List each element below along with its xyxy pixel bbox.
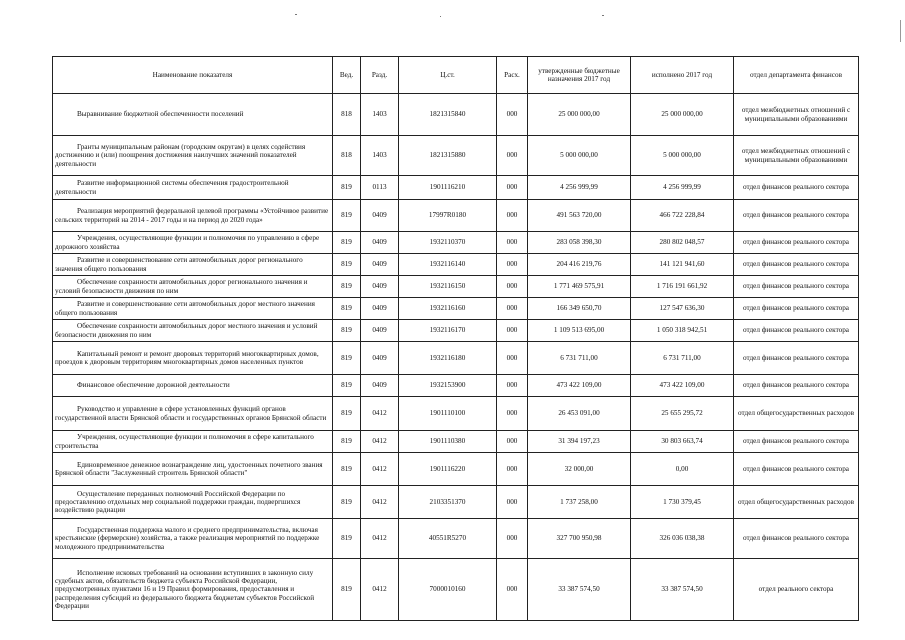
scan-edge-mark — [900, 20, 901, 42]
row-cst: 1901116220 — [399, 453, 497, 486]
row-executed: 473 422 109,00 — [631, 375, 734, 397]
header-approved: утвержденные бюджетные назначения 2017 год — [528, 57, 631, 94]
row-executed: 30 803 663,74 — [631, 431, 734, 453]
row-department: отдел финансов реального сектора — [734, 254, 859, 276]
row-razd: 0409 — [361, 254, 399, 276]
row-ved: 819 — [333, 254, 361, 276]
table-header-row — [53, 57, 859, 94]
row-razd: 0412 — [361, 431, 399, 453]
row-approved: 1 771 469 575,91 — [528, 276, 631, 298]
row-razd: 0409 — [361, 200, 399, 232]
header-name: Наименование показателя — [53, 57, 333, 94]
row-cst: 1901110100 — [399, 397, 497, 431]
row-name: Развитие информационной системы обеспечения градостроительной деятельности — [53, 176, 333, 200]
row-approved: 4 256 999,99 — [528, 176, 631, 200]
row-department: отдел реального сектора — [734, 559, 859, 621]
row-executed: 141 121 941,60 — [631, 254, 734, 276]
scan-speck — [440, 16, 441, 17]
row-name: Выравнивание бюджетной обеспеченности поселений — [53, 94, 333, 136]
row-executed: 25 000 000,00 — [631, 94, 734, 136]
row-name: Учреждения, осуществляющие функции и полномочия в сфере капитального строительства — [53, 431, 333, 453]
row-razd: 1403 — [361, 136, 399, 176]
row-department: отдел финансов реального сектора — [734, 342, 859, 375]
row-razd: 0409 — [361, 298, 399, 320]
row-executed: 33 387 574,50 — [631, 559, 734, 621]
row-name: Учреждения, осуществляющие функции и полномочия по управлению в сфере дорожного хозяйства — [53, 232, 333, 254]
row-name: Единовременное денежное вознаграждение лиц, удостоенных почетного звания Брянской области "Заслуженный строитель Брянской области" — [53, 453, 333, 486]
row-ved: 818 — [333, 136, 361, 176]
header-rash: Расх. — [497, 57, 528, 94]
row-cst: 1932116150 — [399, 276, 497, 298]
row-rash: 000 — [497, 136, 528, 176]
row-ved: 819 — [333, 397, 361, 431]
row-department: отдел финансов реального сектора — [734, 453, 859, 486]
row-approved: 6 731 711,00 — [528, 342, 631, 375]
table-row — [53, 486, 859, 519]
row-rash: 000 — [497, 200, 528, 232]
row-cst: 1932110370 — [399, 232, 497, 254]
table-row — [53, 254, 859, 276]
row-cst: 1821315840 — [399, 94, 497, 136]
row-ved: 819 — [333, 276, 361, 298]
table-row — [53, 232, 859, 254]
row-name: Руководство и управление в сфере установленных функций органов государственной власти Брянской области и государственных органов Брянской области — [53, 397, 333, 431]
row-ved: 818 — [333, 94, 361, 136]
row-razd: 0412 — [361, 486, 399, 519]
row-rash: 000 — [497, 486, 528, 519]
row-razd: 0412 — [361, 453, 399, 486]
budget-execution-table — [52, 56, 859, 621]
table-row — [53, 431, 859, 453]
row-razd: 0412 — [361, 397, 399, 431]
row-razd: 0409 — [361, 320, 399, 342]
table-row — [53, 559, 859, 621]
row-approved: 31 394 197,23 — [528, 431, 631, 453]
row-rash: 000 — [497, 397, 528, 431]
row-cst: 1821315880 — [399, 136, 497, 176]
row-name: Исполнение исковых требований на основании вступивших в законную силу судебных актов, обязательств бюджета субъекта Российской Федерации, предусмотренных пунктами 16 и 19 Правил формирования, предоставления и распределения субсидий из федерального бюджета бюджетам субъектов Российской Федерации — [53, 559, 333, 621]
row-razd: 1403 — [361, 94, 399, 136]
row-rash: 000 — [497, 320, 528, 342]
row-razd: 0412 — [361, 519, 399, 559]
header-razd: Разд. — [361, 57, 399, 94]
table-row — [53, 176, 859, 200]
row-razd: 0412 — [361, 559, 399, 621]
row-executed: 0,00 — [631, 453, 734, 486]
row-cst: 1901116210 — [399, 176, 497, 200]
row-department: отдел общегосударственных расходов — [734, 486, 859, 519]
row-executed: 4 256 999,99 — [631, 176, 734, 200]
row-rash: 000 — [497, 431, 528, 453]
row-approved: 1 737 258,00 — [528, 486, 631, 519]
row-name: Развитие и совершенствование сети автомобильных дорог регионального значения общего пользования — [53, 254, 333, 276]
table-row — [53, 200, 859, 232]
row-cst: 1932153900 — [399, 375, 497, 397]
row-executed: 280 802 048,57 — [631, 232, 734, 254]
row-name: Обеспечение сохранности автомобильных дорог регионального значения и условий безопасности движения по ним — [53, 276, 333, 298]
row-name: Обеспечение сохранности автомобильных дорог местного значения и условий безопасности движения по ним — [53, 320, 333, 342]
row-department: отдел общегосударственных расходов — [734, 397, 859, 431]
row-executed: 25 655 295,72 — [631, 397, 734, 431]
table-row — [53, 453, 859, 486]
row-ved: 819 — [333, 519, 361, 559]
row-department: отдел межбюджетных отношений с муниципальными образованиями — [734, 94, 859, 136]
row-razd: 0409 — [361, 375, 399, 397]
row-ved: 819 — [333, 431, 361, 453]
row-ved: 819 — [333, 200, 361, 232]
row-ved: 819 — [333, 486, 361, 519]
row-approved: 1 109 513 695,00 — [528, 320, 631, 342]
row-cst: 40551R5270 — [399, 519, 497, 559]
row-approved: 32 000,00 — [528, 453, 631, 486]
scan-speck — [602, 15, 604, 16]
row-executed: 466 722 228,84 — [631, 200, 734, 232]
row-rash: 000 — [497, 176, 528, 200]
row-ved: 819 — [333, 232, 361, 254]
row-executed: 6 731 711,00 — [631, 342, 734, 375]
row-approved: 25 000 000,00 — [528, 94, 631, 136]
row-approved: 204 416 219,76 — [528, 254, 631, 276]
row-name: Осуществление переданных полномочий Российской Федерации по предоставлению отдельных мер социальной поддержки граждан, подвергшихся воздействию радиации — [53, 486, 333, 519]
row-ved: 819 — [333, 559, 361, 621]
row-cst: 1901110380 — [399, 431, 497, 453]
row-razd: 0409 — [361, 342, 399, 375]
row-cst: 17997R0180 — [399, 200, 497, 232]
table-row — [53, 375, 859, 397]
row-razd: 0409 — [361, 276, 399, 298]
row-rash: 000 — [497, 298, 528, 320]
row-rash: 000 — [497, 453, 528, 486]
row-executed: 1 716 191 661,92 — [631, 276, 734, 298]
row-executed: 326 036 038,38 — [631, 519, 734, 559]
row-rash: 000 — [497, 232, 528, 254]
row-cst: 7000010160 — [399, 559, 497, 621]
row-rash: 000 — [497, 519, 528, 559]
row-executed: 1 050 318 942,51 — [631, 320, 734, 342]
row-rash: 000 — [497, 254, 528, 276]
row-department: отдел межбюджетных отношений с муниципальными образованиями — [734, 136, 859, 176]
row-approved: 5 000 000,00 — [528, 136, 631, 176]
table-row — [53, 397, 859, 431]
row-cst: 2103351370 — [399, 486, 497, 519]
table-row — [53, 519, 859, 559]
row-rash: 000 — [497, 276, 528, 298]
row-ved: 819 — [333, 176, 361, 200]
row-executed: 127 547 636,30 — [631, 298, 734, 320]
row-ved: 819 — [333, 320, 361, 342]
row-executed: 1 730 379,45 — [631, 486, 734, 519]
row-department: отдел финансов реального сектора — [734, 320, 859, 342]
row-rash: 000 — [497, 342, 528, 375]
table-row — [53, 136, 859, 176]
header-cst: Ц.ст. — [399, 57, 497, 94]
row-ved: 819 — [333, 342, 361, 375]
row-approved: 283 058 398,30 — [528, 232, 631, 254]
header-executed: исполнено 2017 год — [631, 57, 734, 94]
row-department: отдел финансов реального сектора — [734, 375, 859, 397]
row-rash: 000 — [497, 94, 528, 136]
table-row — [53, 298, 859, 320]
row-name: Финансовое обеспечение дорожной деятельности — [53, 375, 333, 397]
row-name: Развитие и совершенствование сети автомобильных дорог местного значения общего пользования — [53, 298, 333, 320]
table-row — [53, 94, 859, 136]
row-approved: 491 563 720,00 — [528, 200, 631, 232]
header-ved: Вед. — [333, 57, 361, 94]
row-department: отдел финансов реального сектора — [734, 298, 859, 320]
row-executed: 5 000 000,00 — [631, 136, 734, 176]
row-rash: 000 — [497, 375, 528, 397]
row-cst: 1932116140 — [399, 254, 497, 276]
row-razd: 0409 — [361, 232, 399, 254]
header-department: отдел департамента финансов — [734, 57, 859, 94]
row-approved: 327 700 950,98 — [528, 519, 631, 559]
row-razd: 0113 — [361, 176, 399, 200]
row-approved: 26 453 091,00 — [528, 397, 631, 431]
row-name: Гранты муниципальным районам (городским округам) в целях содействия достижению и (или) поощрения достижения наилучших значений показателей деятельности — [53, 136, 333, 176]
scan-speck — [295, 14, 297, 15]
row-department: отдел финансов реального сектора — [734, 232, 859, 254]
table-body — [53, 94, 859, 621]
row-department: отдел финансов реального сектора — [734, 200, 859, 232]
row-cst: 1932116160 — [399, 298, 497, 320]
row-name: Государственная поддержка малого и среднего предпринимательства, включая крестьянские (фермерские) хозяйства, а также реализация мероприятий по поддержке молодежного предпринимательства — [53, 519, 333, 559]
row-cst: 1932116170 — [399, 320, 497, 342]
table-row — [53, 320, 859, 342]
row-approved: 166 349 650,70 — [528, 298, 631, 320]
row-approved: 33 387 574,50 — [528, 559, 631, 621]
table-row — [53, 276, 859, 298]
row-rash: 000 — [497, 559, 528, 621]
row-name: Реализация мероприятий федеральной целевой программы «Устойчивое развитие сельских территорий на 2014 - 2017 годы и на период до 2020 года» — [53, 200, 333, 232]
row-name: Капитальный ремонт и ремонт дворовых территорий многоквартирных домов, проездов к дворовым территориям многоквартирных домов населенных пунктов — [53, 342, 333, 375]
row-department: отдел финансов реального сектора — [734, 276, 859, 298]
row-department: отдел финансов реального сектора — [734, 176, 859, 200]
row-department: отдел финансов реального сектора — [734, 519, 859, 559]
table-row — [53, 342, 859, 375]
row-approved: 473 422 109,00 — [528, 375, 631, 397]
row-ved: 819 — [333, 298, 361, 320]
row-department: отдел финансов реального сектора — [734, 431, 859, 453]
row-ved: 819 — [333, 453, 361, 486]
row-ved: 819 — [333, 375, 361, 397]
row-cst: 1932116180 — [399, 342, 497, 375]
